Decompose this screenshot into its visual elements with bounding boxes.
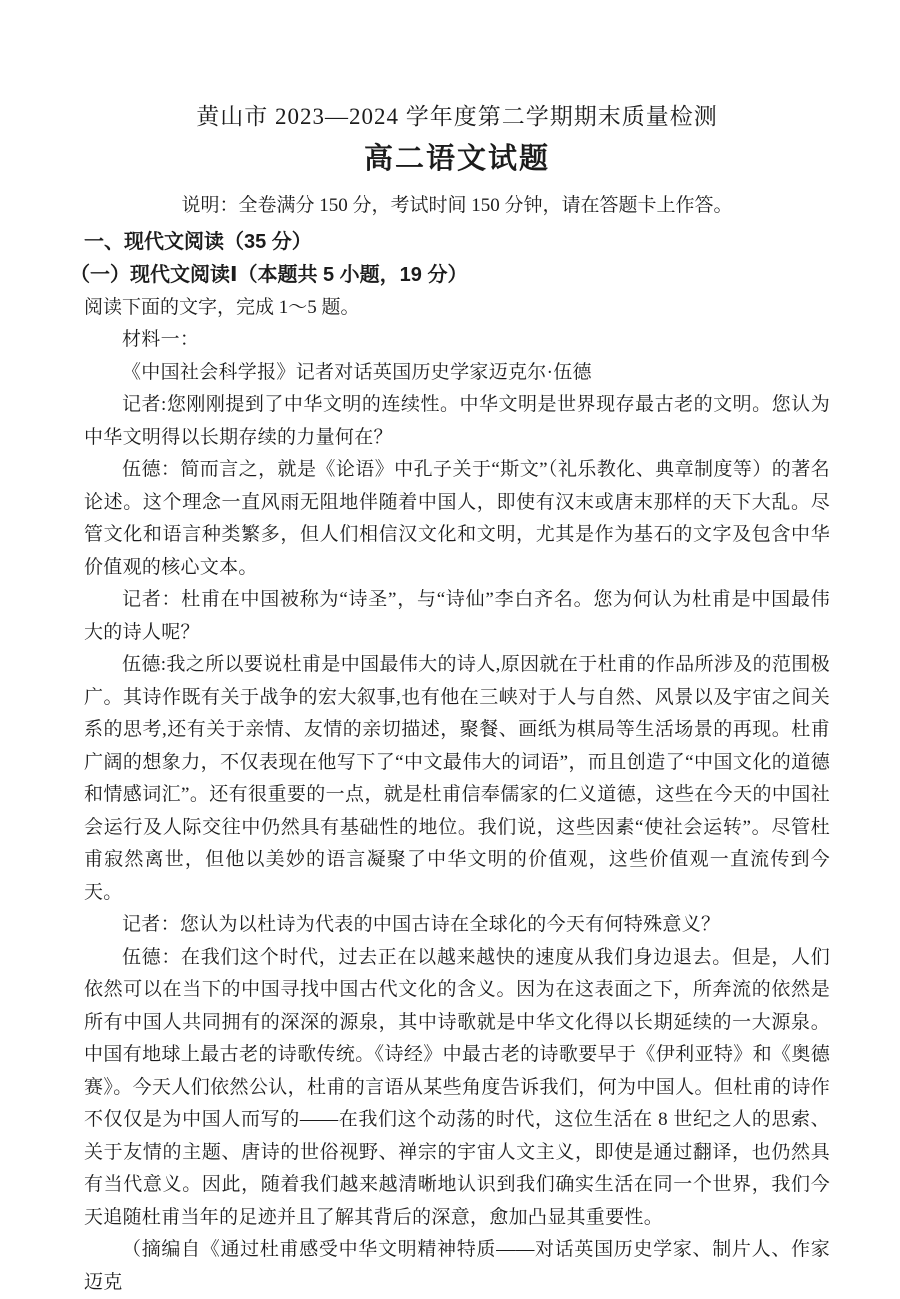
reading-intro-line: 阅读下面的文字，完成 1～5 题。 — [84, 297, 360, 318]
passage-paragraph: 记者:您刚刚提到了中华文明的连续性。中华文明是世界现存最古老的文明。您认为中华文明得以长期存续的力量何在？ — [84, 394, 830, 448]
passage-paragraph: 伍德：在我们这个时代，过去正在以越来越快的速度从我们身边退去。但是，人们依然可以在当下的中国寻找中国古代文化的含义。因为在这表面之下，所奔流的依然是所有中国人共同拥有的深深的源泉，其中诗歌就是中华文化得以长期延续的一大源泉。中国有地球上最古老的诗歌传统。《诗经》中最古老的诗歌要早于《伊利亚特》和《奥德赛》。今天人们依然公认，杜甫的言语从某些角度告诉我们，何为中国人。但杜甫的诗作不仅仅是为中国人而写的——在我们这个动荡的时代，这位生活在 8 世纪之人的思索、关于友情的主题、唐诗的世俗视野、禅宗的宇宙人文主义，即使是通过翻译，也仍然具有当代意义。因此，随着我们越来越清晰地认识到我们确实生活在同一个世界，我们今天追随杜甫当年的足迹并且了解其背后的深意，愈加凸显其重要性。 — [84, 946, 830, 1228]
passage-paragraph: 记者：您认为以杜诗为代表的中国古诗在全球化的今天有何特殊意义？ — [122, 914, 721, 935]
subsection-heading-reading-one: （一）现代文阅读Ⅰ（本题共 5 小题，19 分） — [70, 264, 468, 286]
material-label: 材料一： — [122, 329, 200, 350]
exam-subject-title: 高二语文试题 — [363, 143, 550, 175]
passage-attribution-line: （摘编自《通过杜甫感受中华文明精神特质——对话英国历史学家、制片人、作家迈克 — [84, 1239, 830, 1293]
passage-paragraph: 伍德：简而言之，就是《论语》中孔子关于“斯文”（礼乐教化、典章制度等）的著名论述。这个理念一直风雨无阻地伴随着中国人，即使有汉末或唐末那样的天下大乱。尽管文化和语言种类繁多，但人们相信汉文化和文明，尤其是作为基石的文字及包含中华价值观的核心文本。 — [84, 459, 830, 578]
exam-instructions: 说明：全卷满分 150 分，考试时间 150 分钟，请在答题卡上作答。 — [181, 195, 733, 216]
passage-paragraph: 伍德:我之所以要说杜甫是中国最伟大的诗人,原因就在于杜甫的作品所涉及的范围极广。其诗作既有关于战争的宏大叙事,也有他在三峡对于人与自然、风景以及宇宙之间关系的思考,还有关于亲情、友情的亲切描述，聚餐、画纸为棋局等生活场景的再现。杜甫广阔的想象力，不仅表现在他写下了“中文最伟大的词语”，而且创造了“中国文化的道德和情感词汇”。还有很重要的一点，就是杜甫信奉儒家的仁义道德，这些在今天的中国社会运行及人际交往中仍然具有基础性的地位。我们说，这些因素“使社会运转”。尽管杜甫寂然离世，但他以美妙的语言凝聚了中华文明的价值观，这些价值观一直流传到今天。 — [84, 654, 830, 903]
passage-source-title: 《中国社会科学报》记者对话英国历史学家迈克尔·伍德 — [122, 361, 592, 383]
passage-paragraph: 记者：杜甫在中国被称为“诗圣”，与“诗仙”李白齐名。您为何认为杜甫是中国最伟大的诗人呢？ — [84, 589, 830, 643]
section-heading-modern-reading: 一、现代文阅读（35 分） — [84, 231, 312, 253]
exam-title: 黄山市 2023—2024 学年度第二学期期末质量检测 — [196, 104, 718, 129]
